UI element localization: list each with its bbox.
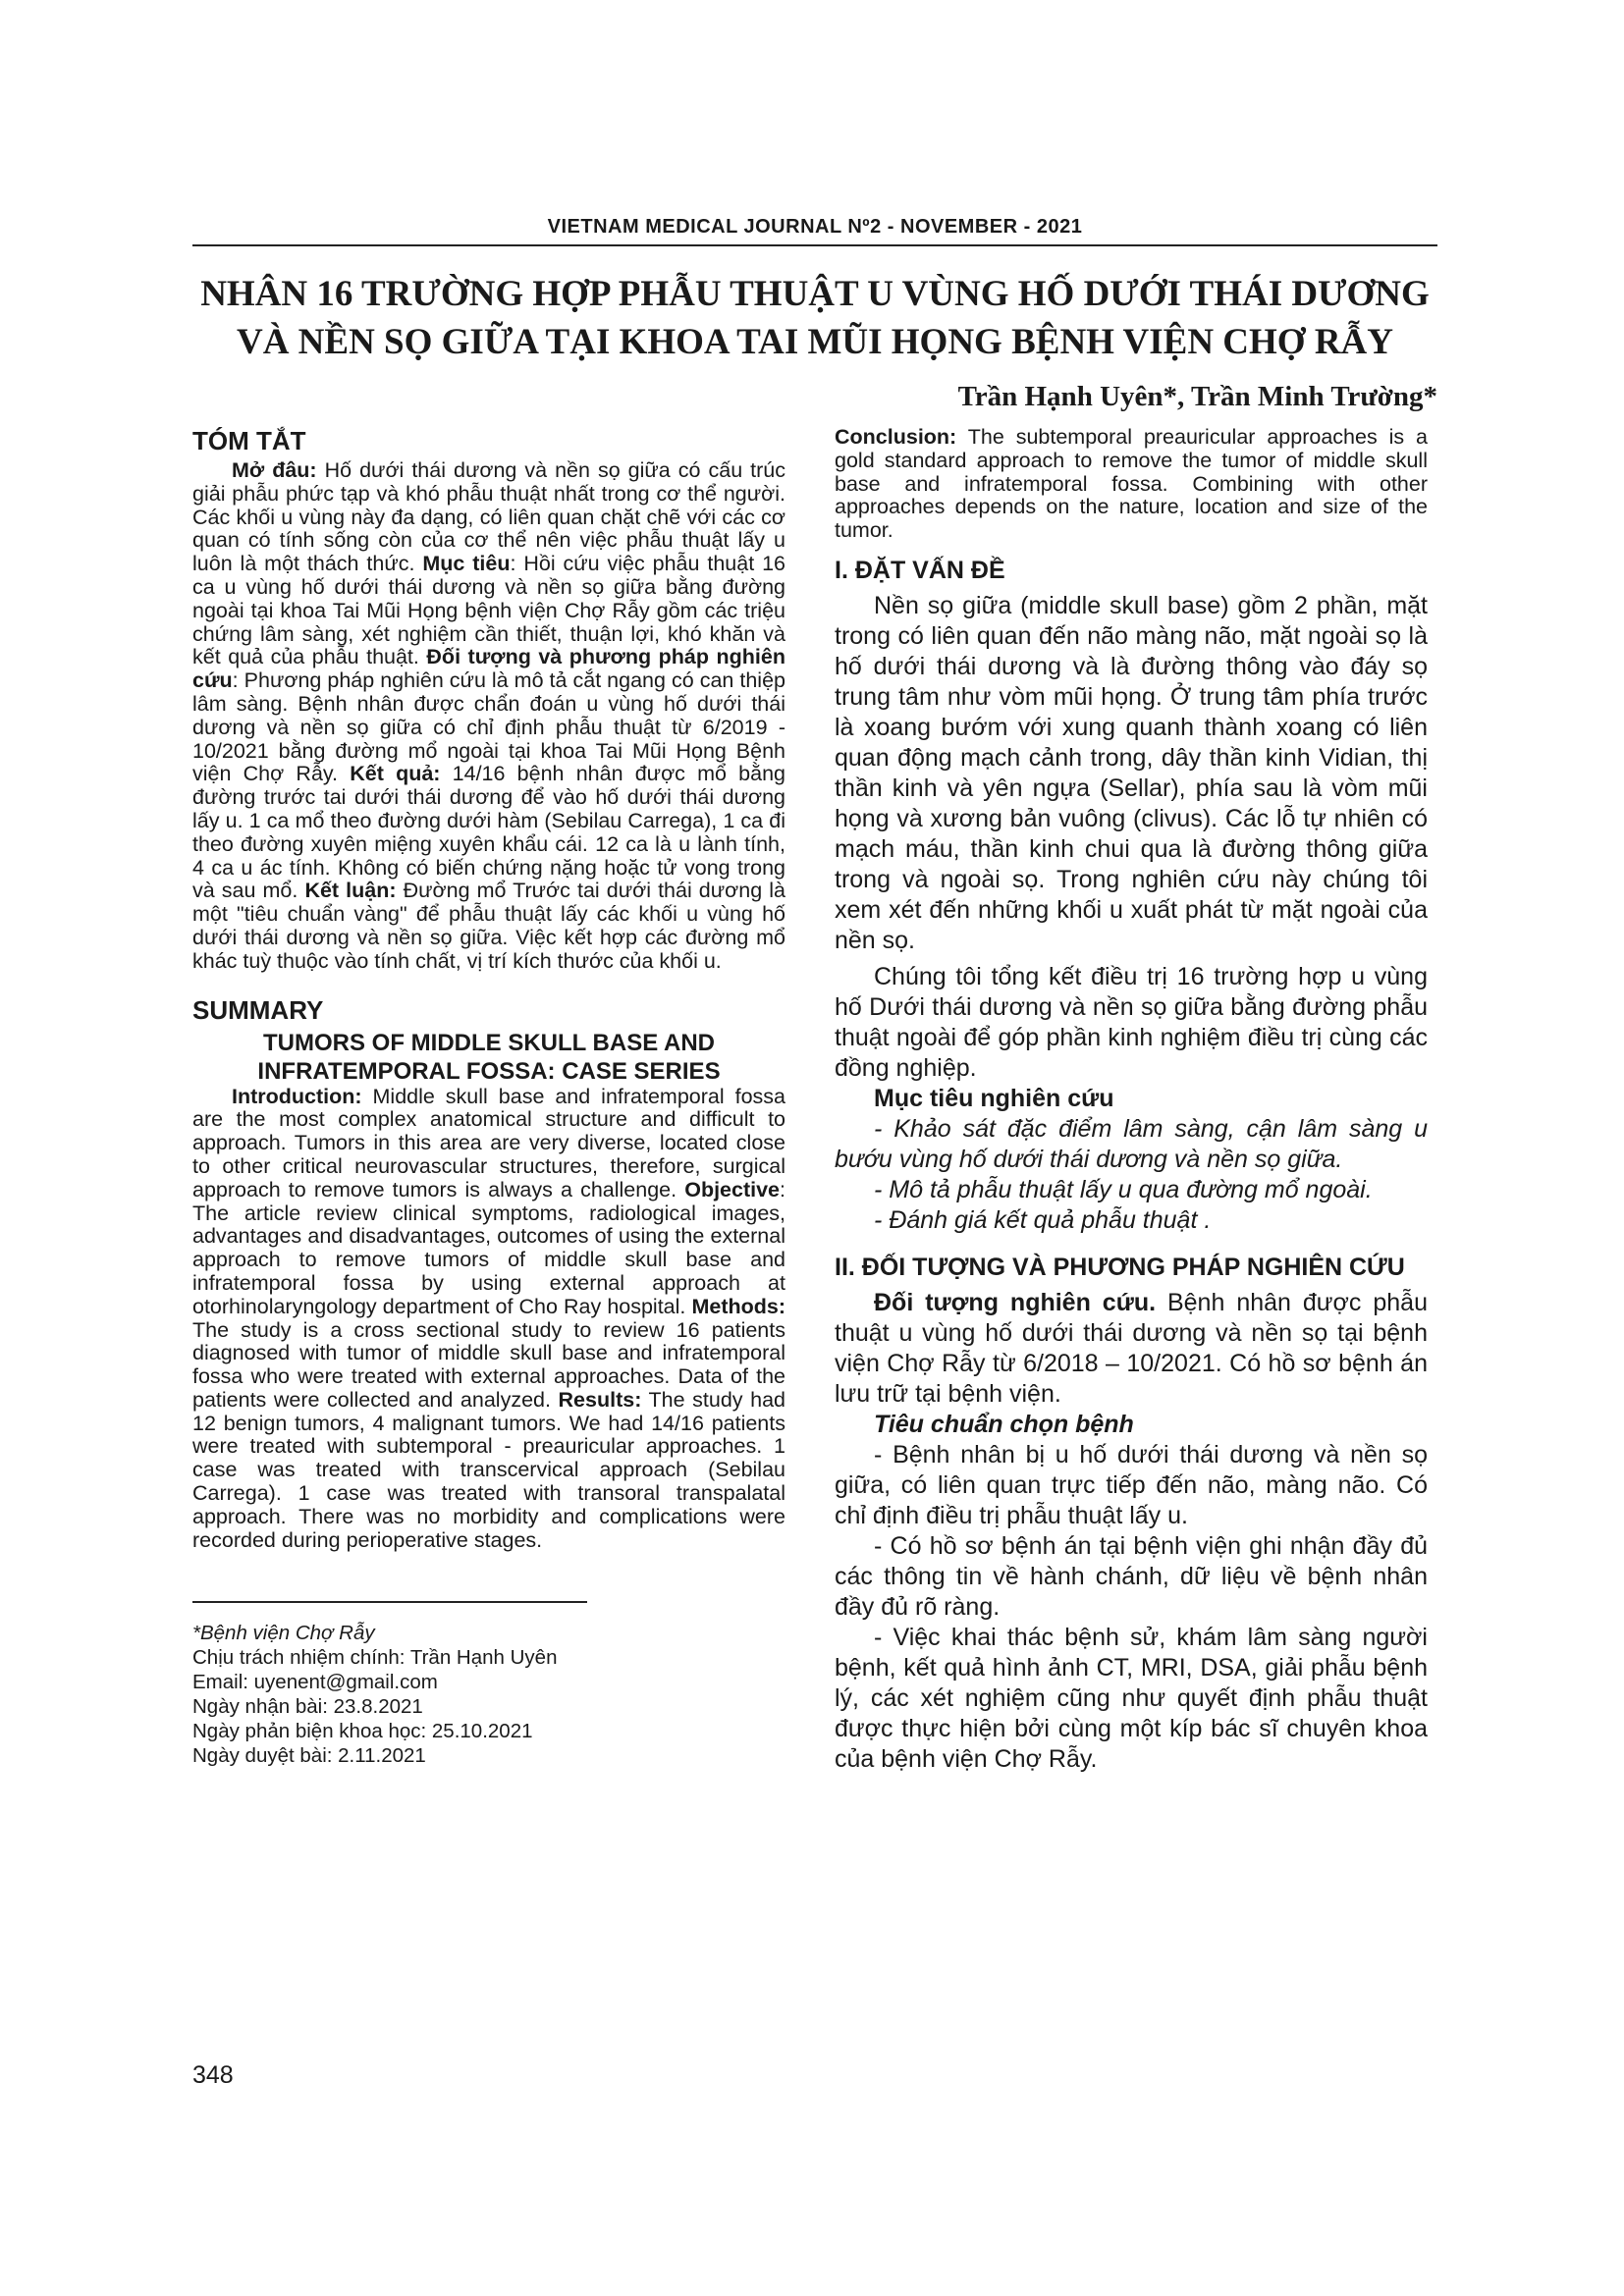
criterion-3: - Việc khai thác bệnh sử, khám lâm sàng người bệnh, kết quả hình ảnh CT, MRI, DSA, giải phẫu bệnh lý, các xét nghiệm cũng như quyết định phẫu thuật được thực hiện bởi cùng một kíp bác sĩ chuyên khoa của bệnh viện Chợ Rẫy. (835, 1623, 1428, 1773)
footnote-divider (192, 1601, 587, 1603)
results-text: The study had 12 benign tumors, 4 malignant tumors. We had 14/16 patients were treated with subtemporal - preauricular approaches. 1 case was treated with transcervical approach (Sebilau Carrega). 1 case was treated with transoral transpalatal approach. There was no morbidity and complications were recorded during perioperative stages. (192, 1387, 785, 1552)
goal-3: - Đánh giá kết quả phẫu thuật . (874, 1205, 1212, 1234)
mo-dau-label: Mở đâu: (232, 458, 317, 482)
summary-title-line-2: INFRATEMPORAL FOSSA: CASE SERIES (257, 1057, 721, 1085)
right-column (835, 426, 1428, 1775)
footnote-affiliation: *Bệnh viện Chợ Rẫy (192, 1622, 375, 1645)
footnote-received: Ngày nhận bài: 23.8.2021 (192, 1695, 423, 1719)
summary-heading: SUMMARY (192, 994, 324, 1025)
article-title (192, 270, 1437, 366)
footnote-reviewed: Ngày phản biện khoa học: 25.10.2021 (192, 1720, 533, 1743)
footnote-accepted: Ngày duyệt bài: 2.11.2021 (192, 1744, 426, 1768)
section-1-heading: I. ĐẶT VẤN ĐỀ (835, 556, 1005, 584)
muc-tieu-heading: Mục tiêu nghiên cứu (874, 1084, 1114, 1112)
tieu-chuan-heading: Tiêu chuẩn chọn bệnh (874, 1410, 1134, 1438)
summary-title-line-1: TUMORS OF MIDDLE SKULL BASE AND (263, 1029, 715, 1056)
intro-text: Middle skull base and infratemporal fossa are the most complex anatomical structure and difficult to approach. Tumors in this area are very diverse, located close to other critical neurovascular structures, therefore, surgical approach to remove tumors is always a challenge. (192, 1084, 785, 1201)
page-number: 348 (192, 2061, 234, 2089)
authors: Trần Hạnh Uyên*, Trần Minh Trường* (957, 381, 1437, 412)
title-line-1: NHÂN 16 TRƯỜNG HỢP PHẪU THUẬT U VÙNG HỐ DƯỚI THÁI DƯƠNG (200, 274, 1430, 314)
doi-tuong-nc-label: Đối tượng nghiên cứu. (874, 1288, 1157, 1316)
ket-qua-label: Kết quả: (350, 762, 441, 786)
footnote-responsible: Chịu trách nhiệm chính: Trần Hạnh Uyên (192, 1646, 558, 1670)
ket-luan-text: Đường mổ Trước tai dưới thái dương là một "tiêu chuẩn vàng" để phẫu thuật lấy các khối u vùng hố dưới thái dương và nền sọ giữa. Việc kết hợp các đường mổ khác tuỳ thuộc vào tính chất, vị trí kích thước của khối u. (192, 879, 785, 973)
section-2-heading: II. ĐỐI TƯỢNG VÀ PHƯƠNG PHÁP NGHIÊN CỨU (835, 1253, 1405, 1281)
title-line-2: VÀ NỀN SỌ GIỮA TẠI KHOA TAI MŨI HỌNG BỆNH VIỆN CHỢ RẪY (236, 322, 1393, 362)
summary-abstract (192, 1086, 785, 1553)
section-1-paragraph-2: Chúng tôi tổng kết điều trị 16 trường hợp u vùng hố Dưới thái dương và nền sọ giữa bằng đường phẫu thuật ngoài để góp phần kinh nghiệm điều trị cùng các đồng nghiệp. (835, 962, 1428, 1082)
criterion-1: - Bệnh nhân bị u hố dưới thái dương và nền sọ giữa, có liên quan trực tiếp đến não, màng não. Có chỉ định điều trị phẫu thuật lấy u. (835, 1440, 1428, 1529)
footnote (192, 1621, 785, 1768)
tomtat-heading: TÓM TẮT (192, 426, 306, 455)
journal-header: VIETNAM MEDICAL JOURNAL Nº2 - NOVEMBER - 2021 (192, 216, 1437, 246)
mo-dau-text: Hố dưới thái dương và nền sọ giữa có cấu trúc giải phẫu phức tạp và khó phẫu thuật nhất trong cơ thể người. Các khối u vùng này đa dạng, có liên quan chặt chẽ với các cơ quan có tính sống còn của cơ thể nên việc phẫu thuật lấy u luôn là một thách thức. (192, 458, 785, 576)
muc-tieu-label: Mục tiêu (422, 552, 511, 576)
methods-label: Methods: (691, 1294, 785, 1318)
goal-1: - Khảo sát đặc điểm lâm sàng, cận lâm sàng u bướu vùng hố dưới thái dương và nền sọ giữa. (835, 1114, 1428, 1173)
left-column (192, 426, 785, 1768)
objective-label: Objective (684, 1177, 781, 1201)
results-label: Results: (558, 1387, 642, 1412)
doi-tuong-paragraph (835, 1288, 1428, 1410)
ket-qua-text: 14/16 bệnh nhân được mổ bằng đường trước tai dưới thái dương để vào hố dưới thái dương lấy u. 1 ca mổ theo đường dưới hàm (Sebilau Carrega), 1 ca đi theo đường xuyên miệng xuyên khẩu cái. 12 ca là u lành tính, 4 ca u ác tính. Không có biến chứng nặng hoặc tử vong trong và sau mổ. (192, 762, 786, 903)
summary-abstract-continued (835, 426, 1428, 543)
criterion-2: - Có hồ sơ bệnh án tại bệnh viện ghi nhận đầy đủ các thông tin về hành chánh, dữ liệu về bệnh nhân đầy đủ rõ ràng. (835, 1531, 1428, 1621)
tomtat-abstract (192, 459, 785, 974)
summary-title (192, 1029, 785, 1086)
section-1-paragraph-1: Nền sọ giữa (middle skull base) gồm 2 phần, mặt trong có liên quan đến não màng não, mặt ngoài sọ là hố dưới thái dương và là đường thông vào đáy sọ trung tâm như vòm mũi họng. Ở trung tâm phía trước là xoang bướm với xung quanh thành xoang có liên quan động mạch cảnh trong, dây thần kinh Vidian, thị thần kinh và yên ngựa (Sellar), phía sau là vòm mũi họng và xương bản vuông (clivus). Các lỗ tự nhiên có mạch máu, thần kinh chui qua là đường thông giữa trong và ngoài sọ. Trong nghiên cứu này chúng tôi xem xét đến những khối u xuất phát từ mặt ngoài của nền sọ. (835, 591, 1428, 954)
intro-label: Introduction: (232, 1084, 362, 1108)
doi-tuong-text: : Phương pháp nghiên cứu là mô tả cắt ngang có can thiệp lâm sàng. Bệnh nhân được chẩn đoán u vùng hố dưới thái dương và nền sọ giữa có chỉ định phẫu thuật từ 6/2019 - 10/2021 bằng đường mổ ngoài tại khoa Tai Mũi Họng Bệnh viện Chợ Rẫy. (192, 668, 785, 786)
ket-luan-label: Kết luận: (304, 879, 397, 903)
goal-2: - Mô tả phẫu thuật lấy u qua đường mổ ngoài. (874, 1175, 1373, 1203)
muc-tieu-text: : Hồi cứu việc phẫu thuật 16 ca u vùng hố dưới thái dương và nền sọ giữa bằng đường ngoài tại khoa Tai Mũi Họng bệnh viện Chợ Rẫy gồm các triệu chứng lâm sàng, xét nghiệm cần thiết, thuận lợi, khó khăn và kết quả của phẫu thuật. (192, 552, 785, 669)
conclusion-text: The subtemporal preauricular approaches is a gold standard approach to remove the tumor of middle skull base and infratemporal fossa. Combining with other approaches depends on the nature, location and size of the tumor. (835, 425, 1428, 543)
conclusion-label: Conclusion: (835, 425, 957, 449)
footnote-email: Email: uyenent@gmail.com (192, 1671, 438, 1694)
doi-tuong-nc-text: Bệnh nhân được phẫu thuật u vùng hố dưới thái dương và nền sọ tại bệnh viện Chợ Rẫy từ 6/2018 – 10/2021. Có hồ sơ bệnh án lưu trữ tại bệnh viện. (835, 1288, 1428, 1408)
methods-text: The study is a cross sectional study to review 16 patients diagnosed with tumor of middle skull base and infratemporal fossa who were treated with external approaches. Data of the patients were collected and analyzed. (192, 1317, 785, 1412)
objective-text: : The article review clinical symptoms, radiological images, advantages and disadvantages, outcomes of using the external approach to remove tumors of middle skull base and infratemporal fossa by using external approach at otorhinolaryngology department of Cho Ray hospital. (192, 1177, 785, 1318)
doi-tuong-label: Đối tượng và phương pháp nghiên cứu (192, 645, 785, 693)
